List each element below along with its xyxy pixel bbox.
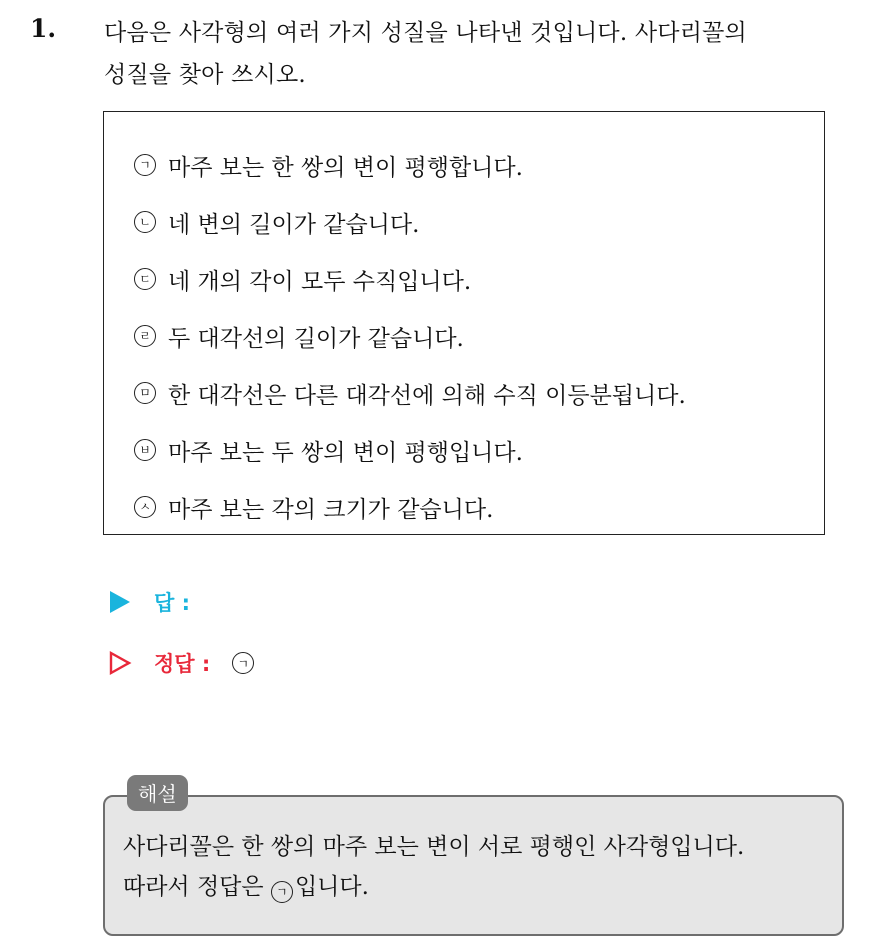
choice-item bbox=[134, 375, 686, 411]
choice-marker: ㄹ bbox=[134, 325, 156, 347]
correct-answer-value: ㄱ bbox=[232, 652, 254, 674]
choice-text: 마주 보는 한 쌍의 변이 평행합니다. bbox=[168, 154, 523, 181]
question-line-1: 다음은 사각형의 여러 가지 성질을 나타낸 것입니다. 사다리꼴의 bbox=[104, 20, 747, 46]
choice-item bbox=[134, 432, 523, 468]
choice-marker: ㅅ bbox=[134, 496, 156, 518]
choices-box bbox=[103, 111, 825, 535]
choice-text: 한 대각선은 다른 대각선에 의해 수직 이등분됩니다. bbox=[168, 382, 686, 409]
outline-triangle-arrow-icon bbox=[108, 650, 132, 676]
correct-answer-row bbox=[108, 648, 254, 678]
explanation-text bbox=[123, 827, 833, 907]
explanation-line-1: 사다리꼴은 한 쌍의 마주 보는 변이 서로 평행인 사각형입니다. bbox=[123, 834, 745, 860]
answer-row bbox=[108, 587, 190, 617]
choice-marker: ㅂ bbox=[134, 439, 156, 461]
choice-text: 마주 보는 두 쌍의 변이 평행입니다. bbox=[168, 439, 523, 466]
filled-triangle-arrow-icon bbox=[108, 589, 132, 615]
choice-item bbox=[134, 204, 419, 240]
question-text bbox=[104, 12, 874, 96]
correct-answer-label: 정답 : bbox=[154, 652, 211, 676]
choice-text: 마주 보는 각의 크기가 같습니다. bbox=[168, 496, 494, 523]
explanation-line-2 bbox=[123, 867, 833, 907]
explanation-marker: ㄱ bbox=[271, 881, 293, 903]
choice-text: 네 개의 각이 모두 수직입니다. bbox=[168, 268, 472, 295]
choice-marker: ㅁ bbox=[134, 382, 156, 404]
explanation-line-2-prefix: 따라서 정답은 bbox=[123, 874, 271, 900]
question-line-2: 성질을 찾아 쓰시오. bbox=[104, 62, 306, 88]
explanation-line-2-suffix: 입니다. bbox=[294, 874, 369, 900]
choice-marker: ㄴ bbox=[134, 211, 156, 233]
choice-item bbox=[134, 261, 471, 297]
choice-marker: ㄱ bbox=[134, 154, 156, 176]
explanation-tag: 해설 bbox=[127, 775, 188, 811]
answer-label: 답 : bbox=[154, 591, 190, 615]
choice-item bbox=[134, 489, 493, 525]
choice-text: 네 변의 길이가 같습니다. bbox=[168, 211, 420, 238]
choice-marker: ㄷ bbox=[134, 268, 156, 290]
choice-text: 두 대각선의 길이가 같습니다. bbox=[168, 325, 464, 352]
choice-item bbox=[134, 318, 464, 354]
question-number: 1. bbox=[30, 14, 57, 43]
choice-item bbox=[134, 147, 523, 183]
